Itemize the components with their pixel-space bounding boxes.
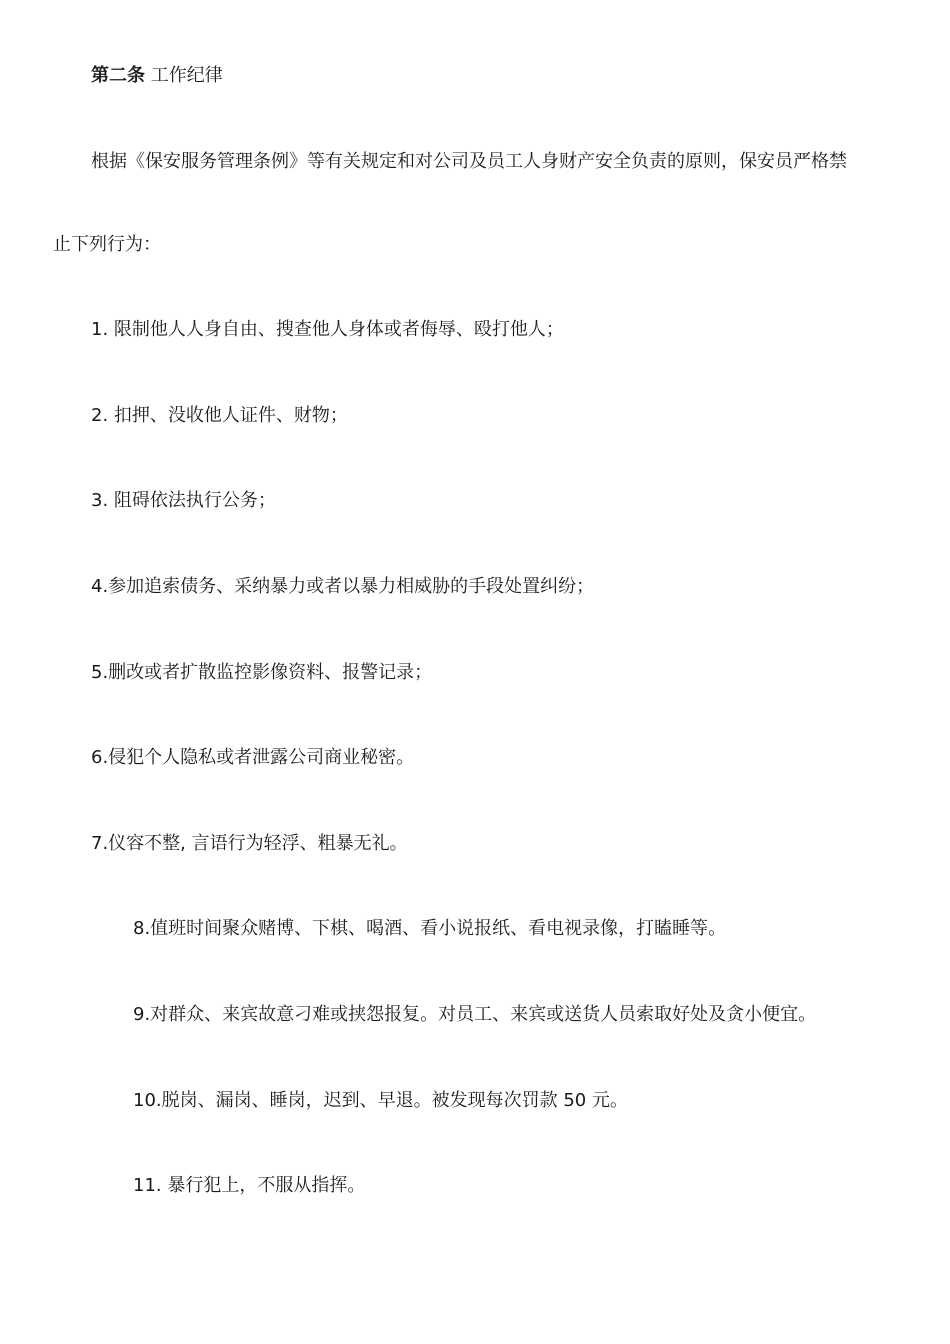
rule-item-11: 11. 暴行犯上，不服从指挥。 bbox=[133, 1175, 366, 1196]
rule-item-2: 2. 扣押、没收他人证件、财物； bbox=[91, 405, 348, 426]
rule-item-6: 6.侵犯个人隐私或者泄露公司商业秘密。 bbox=[91, 747, 415, 768]
rule-item-8: 8.值班时间聚众赌博、下棋、喝酒、看小说报纸、看电视录像，打瞌睡等。 bbox=[133, 918, 727, 939]
rule-item-7: 7.仪容不整, 言语行为轻浮、粗暴无礼。 bbox=[91, 833, 408, 854]
intro-line-2: 止下列行为： bbox=[53, 234, 161, 255]
intro-line-1: 根据《保安服务管理条例》等有关规定和对公司及员工人身财产安全负责的原则，保安员严格禁 bbox=[91, 151, 847, 172]
rule-item-4: 4.参加追索债务、采纳暴力或者以暴力相威胁的手段处置纠纷； bbox=[91, 576, 595, 597]
rule-item-1: 1. 限制他人人身自由、搜查他人身体或者侮辱、殴打他人； bbox=[91, 319, 564, 340]
rule-item-10: 10.脱岗、漏岗、睡岗，迟到、早退。被发现每次罚款 50 元。 bbox=[133, 1090, 628, 1111]
article-title: 工作纪律 bbox=[150, 65, 223, 86]
rule-item-5: 5.删改或者扩散监控影像资料、报警记录； bbox=[91, 662, 433, 683]
rule-item-3: 3. 阻碍依法执行公务； bbox=[91, 490, 276, 511]
article-heading bbox=[91, 64, 223, 88]
rule-item-9: 9.对群众、来宾故意刁难或挟怨报复。对员工、来宾或送货人员索取好处及贪小便宜。 bbox=[133, 1004, 817, 1025]
article-label: 第二条 bbox=[91, 65, 145, 86]
